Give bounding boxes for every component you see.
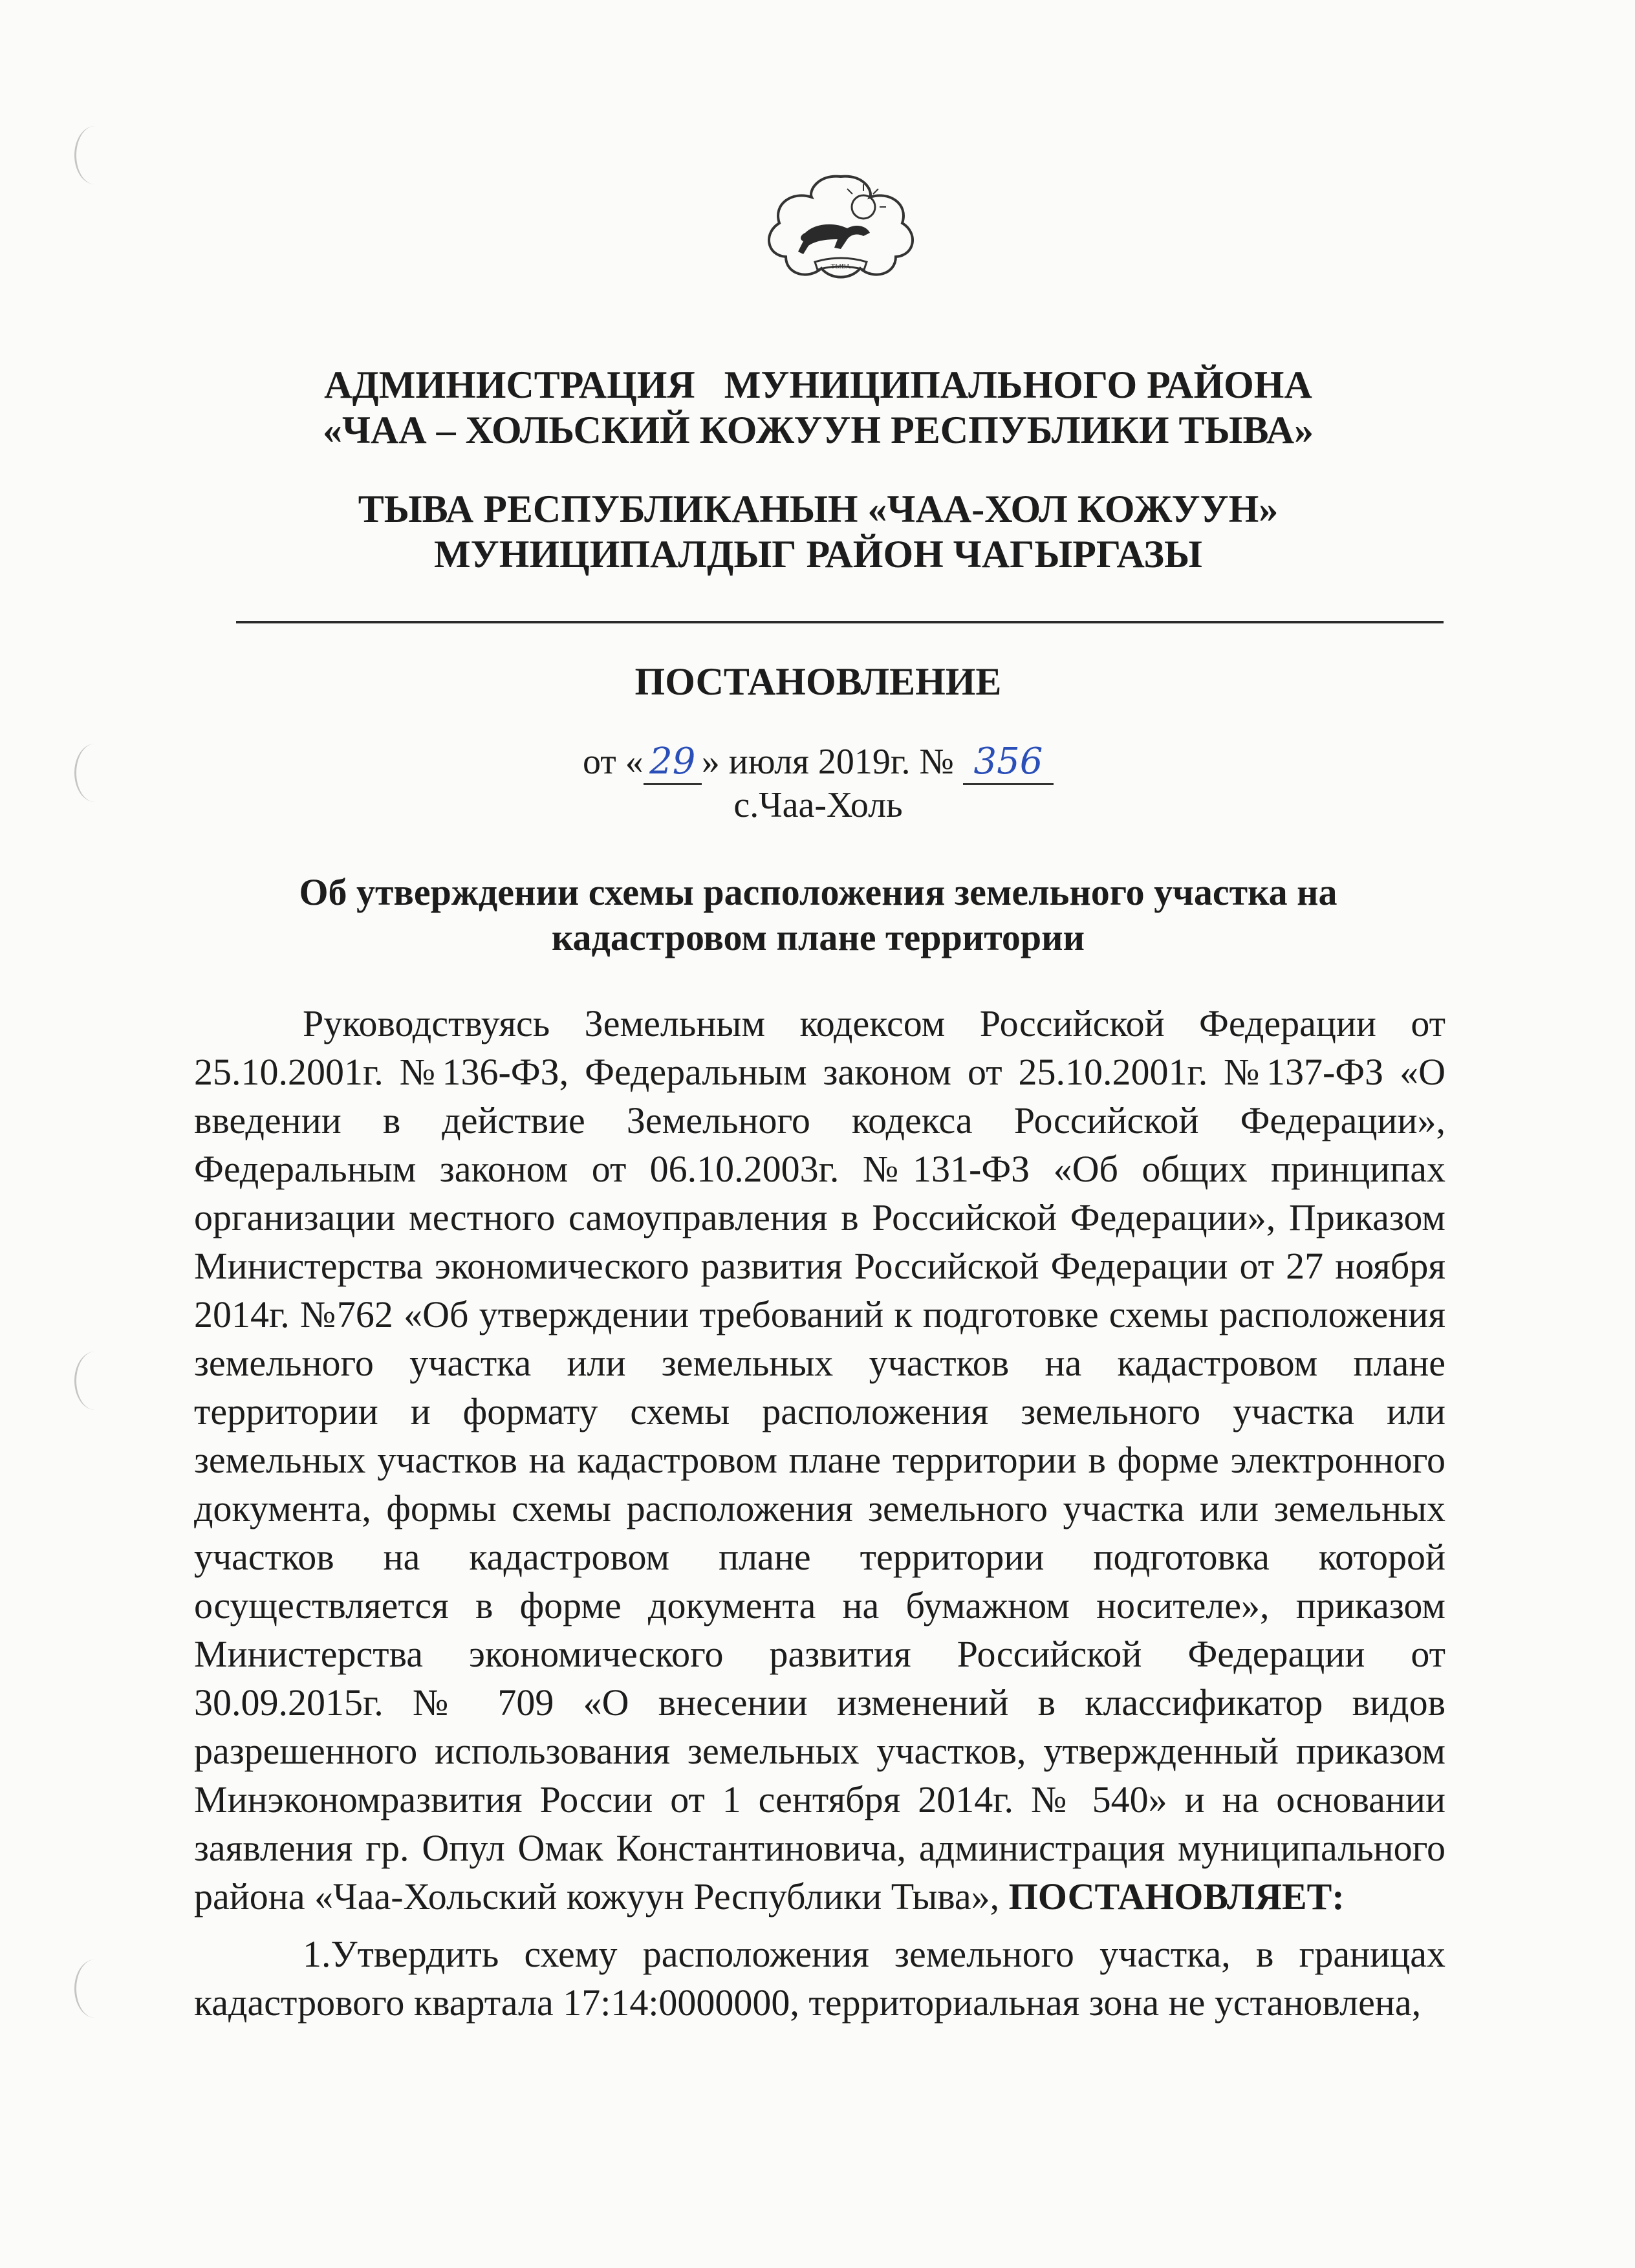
- org-name-tyv: [194, 486, 1442, 577]
- subject-line1: Об утверждении схемы расположения земельного участка на: [299, 871, 1337, 913]
- document-subject: [194, 870, 1442, 960]
- org-name-ru-line1: АДМИНИСТРАЦИЯ МУНИЦИПАЛЬНОГО РАЙОНА: [324, 363, 1312, 406]
- date-prefix: от «: [583, 742, 644, 782]
- document-number: 356: [963, 740, 1054, 785]
- org-name-tyv-line1: ТЫВА РЕСПУБЛИКАНЫН «ЧАА-ХОЛ КОЖУУН»: [358, 488, 1279, 530]
- decree-word: ПОСТАНОВЛЯЕТ:: [1008, 1875, 1345, 1917]
- emblem-caption: ТЫВА: [830, 263, 851, 270]
- item-1-paragraph: 1.Утвердить схему расположения земельного участка, в границах кадастрового квартала 17:14:0000000, территориальная зона не установлена,: [194, 1933, 1446, 2024]
- punch-hole: [74, 744, 115, 802]
- document-type-title: ПОСТАНОВЛЕНИЕ: [634, 660, 1002, 703]
- date-line: [194, 740, 1442, 785]
- punch-hole: [74, 1352, 115, 1410]
- org-name-tyv-line2: МУНИЦИПАЛДЫГ РАЙОН ЧАГЫРГАЗЫ: [434, 533, 1202, 576]
- org-name-ru: [194, 362, 1442, 453]
- punch-hole: [74, 1960, 115, 2018]
- preamble-text: Руководствуясь Земельным кодексом Российской Федерации от 25.10.2001г. №136-ФЗ, Федеральным законом от 25.10.2001г. №137-ФЗ «О введении в действие Земельного кодекса Российской Федерации», Федеральным законом от 06.10.2003г. №131-ФЗ «Об общих принципах организации местного самоуправления в Российской Федерации», Приказом Министерства экономического развития Российской Федерации от 27 ноября 2014г. №762 «Об утверждении требований к подготовке схемы расположения земельного участка или земельных участков на кадастровом плане территории и формату схемы расположения земельного участка или земельных участков на кадастровом плане территории в форме электронного документа, формы схемы расположения земельного участка или земельных участков на кадастровом плане территории подготовка которой осуществляется в форме документа на бумажном носителе», приказом Министерства экономического развития Российской Федерации от 30.09.2015г. № 709 «О внесении изменений в классификатор видов разрешенного использования земельных участков, утвержденный приказом Минэкономразвития России от 1 сентября 2014г. № 540» и на основании заявления гр. Опул Омак Константиновича, администрация муниципального района «Чаа-Хольский кожуун Республики Тыва»,: [194, 1002, 1446, 1917]
- tyva-emblem-icon: [744, 171, 938, 281]
- date-middle: » июля 2019г. №: [701, 742, 963, 782]
- subject-line2: кадастровом плане территории: [551, 916, 1085, 958]
- document-body: [194, 999, 1446, 2027]
- place-name: с.Чаа-Холь: [733, 785, 903, 825]
- header-divider: [236, 621, 1444, 623]
- org-name-ru-line2: «ЧАА – ХОЛЬСКИЙ КОЖУУН РЕСПУБЛИКИ ТЫВА»: [322, 409, 1314, 451]
- punch-hole: [74, 126, 115, 184]
- date-day: 29: [644, 740, 702, 785]
- preamble-paragraph: [194, 999, 1446, 1921]
